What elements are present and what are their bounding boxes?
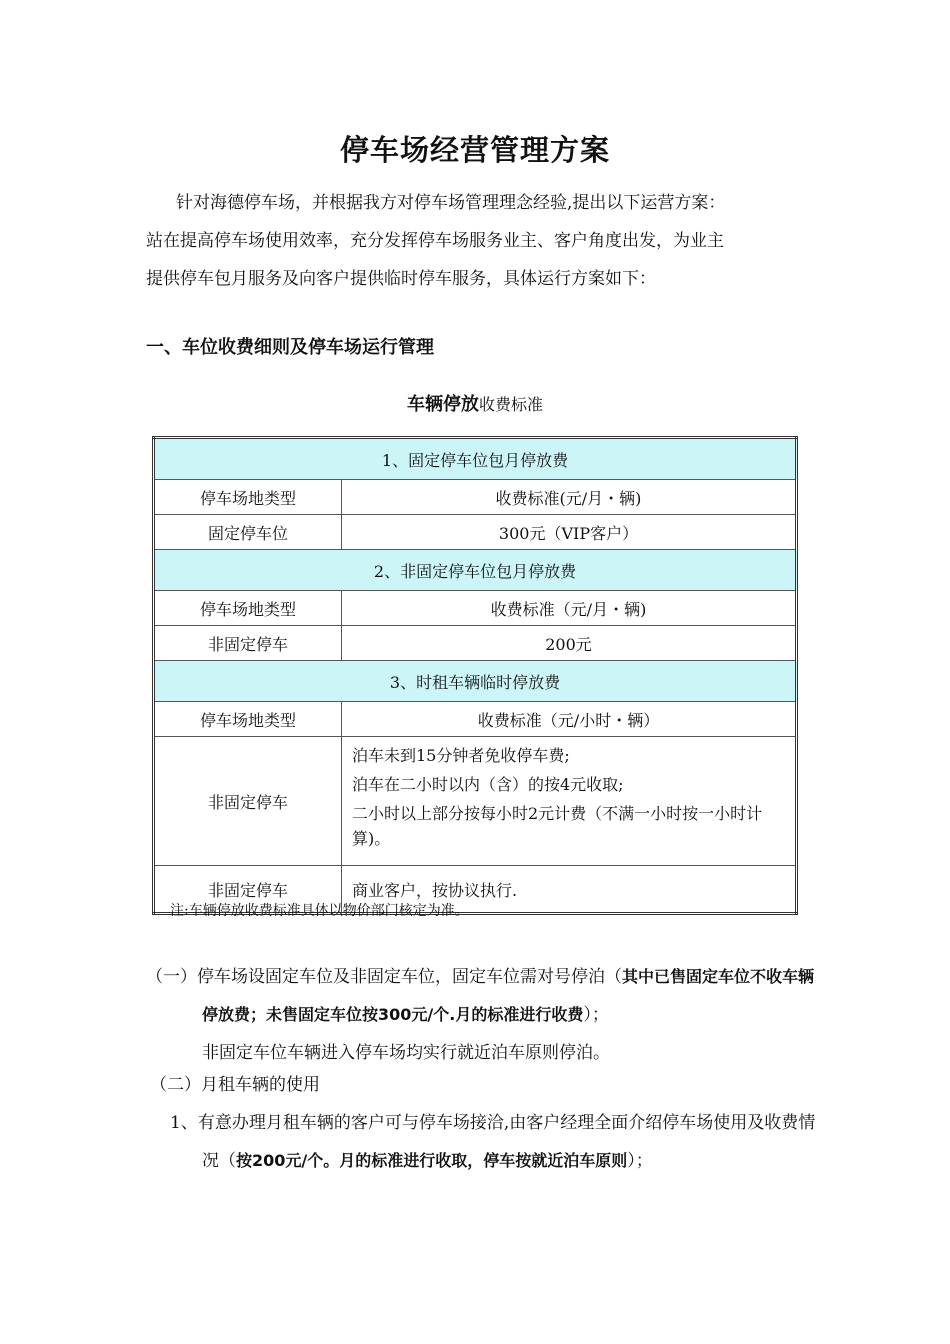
header-cell: 收费标准（元/月・辆) xyxy=(342,591,797,626)
table-header-row xyxy=(154,480,797,515)
section-heading: 一、车位收费细则及停车场运行管理 xyxy=(146,337,434,358)
paragraph-text: ）； xyxy=(583,1005,609,1025)
table-note: 注:车辆停放收费标准具体以物价部门核定为准。 xyxy=(170,903,469,919)
table-caption-rest: 收费标准 xyxy=(478,395,543,414)
intro-line: 提供停车包月服务及向客户提供临时停车服务，具体运行方案如下： xyxy=(146,269,656,289)
fee-table xyxy=(152,436,798,915)
table-cell: 固定停车位 xyxy=(154,515,342,550)
paragraph-emphasis: 按200元/个。月的标准进行收取，停车按就近泊车原则 xyxy=(236,1151,628,1170)
paragraph-text: ）； xyxy=(627,1151,653,1171)
table-cell: 商业客户，按协议执行. xyxy=(342,866,797,914)
section-title-cell: 1、固定停车位包月停放费 xyxy=(154,438,797,480)
paragraph-continuation: 非固定车位车辆进入停车场均实行就近泊车原则停泊。 xyxy=(202,1043,610,1063)
rule-line: 泊车未到15分钟者免收停车费; xyxy=(352,746,570,765)
table-cell: 非固定停车 xyxy=(154,866,342,914)
header-cell: 收费标准（元/小时・辆） xyxy=(342,702,797,737)
table-cell: 300元（VIP客户） xyxy=(342,515,797,550)
table-header-row xyxy=(154,702,797,737)
header-cell: 停车场地类型 xyxy=(154,702,342,737)
intro-line: 站在提高停车场使用效率，充分发挥停车场服务业主、客户角度出发，为业主 xyxy=(146,231,724,251)
paragraph-three xyxy=(170,1104,816,1180)
section-title-cell: 3、时租车辆临时停放费 xyxy=(154,661,797,702)
paragraph-emphasis: 其中已售固定车位不收车辆停放费；未售固定车位按300元/个.月的标准进行收费 xyxy=(202,967,815,1024)
table-row xyxy=(154,737,797,866)
document-title: 停车场经营管理方案 xyxy=(339,133,610,167)
rule-list-cell xyxy=(342,737,797,866)
table-cell: 非固定停车 xyxy=(154,626,342,661)
table-row xyxy=(154,515,797,550)
table-caption-bold: 车辆停放 xyxy=(406,394,479,415)
paragraph-three-body xyxy=(170,1104,816,1180)
header-cell: 停车场地类型 xyxy=(154,591,342,626)
table-header-row xyxy=(154,591,797,626)
table-cell: 200元 xyxy=(342,626,797,661)
table-section-row xyxy=(154,550,797,591)
intro-paragraph xyxy=(146,184,816,298)
table-section-row xyxy=(154,438,797,480)
paragraph-one-body xyxy=(146,958,816,1034)
header-cell: 收费标准(元/月・辆) xyxy=(342,480,797,515)
header-cell: 停车场地类型 xyxy=(154,480,342,515)
table-caption xyxy=(0,390,950,416)
table-row xyxy=(154,626,797,661)
rule-line: 二小时以上部分按每小时2元计费（不满一小时按一小时计算)。 xyxy=(352,804,763,848)
paragraph-text: （一）停车场设固定车位及非固定车位，固定车位需对号停泊（ xyxy=(146,967,622,987)
section-title-cell: 2、非固定停车位包月停放费 xyxy=(154,550,797,591)
intro-line: 针对海德停车场，并根据我方对停车场管理理念经验,提出以下运营方案： xyxy=(176,193,726,213)
table-cell: 非固定停车 xyxy=(154,737,342,866)
table-section-row xyxy=(154,661,797,702)
paragraph-two: （二）月租车辆的使用 xyxy=(150,1075,320,1095)
paragraph-text: 1、有意办理月租车辆的客户可与停车场接洽,由客户经理全面介绍停车场使用及收费情况（ xyxy=(170,1113,816,1171)
rule-line: 泊车在二小时以内（含）的按4元收取; xyxy=(352,775,624,794)
paragraph-one xyxy=(146,958,816,1072)
